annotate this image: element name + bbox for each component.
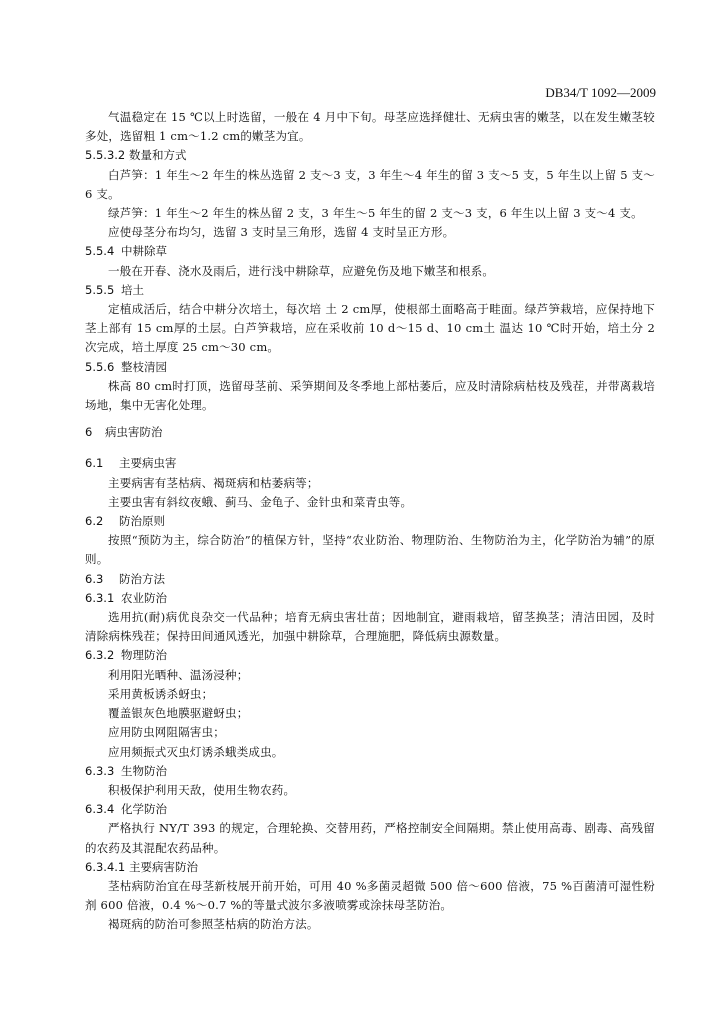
section-heading: [85, 358, 655, 377]
section-number: 5.5.3.2: [85, 148, 126, 163]
paragraph: 绿芦笋：1 年生～2 年生的株丛留 2 支，3 年生～5 年生的留 2 支～3 支，6 年生以上留 3 支～4 支。: [108, 206, 643, 221]
section-title: 主要病害防治: [129, 859, 198, 874]
section-title: 主要病虫害: [119, 456, 177, 471]
section-heading: [85, 589, 655, 608]
paragraph: 严格执行 NY/T 393 的规定，合理轮换、交替用药，严格控制安全间隔期。禁止使用高毒、剧毒、高残留的农药及其混配农药品种。: [85, 821, 655, 855]
section-number: 5.5.6: [85, 359, 115, 374]
document-standard-number: DB34/T 1092—2009: [545, 85, 656, 100]
section-number: 6.3.2: [85, 648, 115, 663]
paragraph: 褐斑病的防治可参照茎枯病的防治方法。: [108, 917, 319, 932]
paragraph: 茎枯病防治宜在母茎新枝展开前开始，可用 40 %多菌灵超微 500 倍～600 倍液，75 %百菌清可湿性粉剂 600 倍液，0.4 %～0.7 %的等量式波尔多液喷雾或涂抹母茎防治。: [85, 878, 655, 913]
paragraph: 应用防虫网阻隔害虫；: [108, 725, 225, 740]
section-title: 防治原则: [119, 514, 165, 529]
section-number: 5.5.5: [85, 282, 115, 297]
paragraph: 主要病害有茎枯病、褐斑病和枯萎病等；: [108, 475, 319, 490]
section-number: 6.3.3: [85, 763, 115, 778]
section-heading: [85, 646, 655, 665]
section-title: 物理防治: [121, 648, 167, 663]
section-heading: [85, 146, 655, 165]
section-number: 6.3: [85, 571, 104, 586]
section-number: 6.3.1: [85, 590, 115, 605]
paragraph: 白芦笋：1 年生～2 年生的株丛选留 2 支～3 支，3 年生～4 年生的留 3 支～5 支，5 年生以上留 5 支～6 支。: [85, 167, 655, 201]
section-title: 生物防治: [121, 763, 167, 778]
paragraph: 株高 80 cm时打顶，选留母茎前、采笋期间及冬季地上部枯萎后，应及时清除病枯枝及残茬，并带离栽培场地，集中无害化处理。: [85, 378, 655, 413]
chapter-heading: [85, 423, 655, 442]
paragraph: 应使母茎分布均匀，选留 3 支时呈三角形，选留 4 支时呈正方形。: [108, 225, 455, 240]
paragraph: 覆盖银灰色地膜驱避蚜虫；: [108, 706, 249, 721]
paragraph: 按照“预防为主，综合防治”的植保方针，坚持“农业防治、物理防治、生物防治为主，化学防治为辅”的原则。: [85, 533, 655, 567]
paragraph: 利用阳光晒种、温汤浸种；: [108, 667, 249, 682]
paragraph: 气温稳定在 15 ℃以上时选留，一般在 4 月中下旬。母茎应选择健壮、无病虫害的嫩茎，以在发生嫩茎较多处，选留粗 1 cm～1.2 cm的嫩茎为宜。: [85, 110, 655, 144]
section-number: 6.3.4.1: [85, 859, 126, 874]
section-title: 中耕除草: [121, 244, 167, 259]
document-body: [85, 108, 655, 935]
section-title: 数量和方式: [129, 148, 187, 163]
section-heading: [85, 800, 655, 819]
section-title: 防治方法: [119, 571, 165, 586]
section-heading: [85, 512, 655, 531]
section-heading: [85, 242, 655, 261]
section-number: 6.1: [85, 456, 104, 471]
paragraph: 定植成活后，结合中耕分次培土，每次培 土 2 cm厚，使根部土面略高于畦面。绿芦笋栽培，应保持地下茎上部有 15 cm厚的土层。白芦笋栽培，应在采收前 10 d～15 d、10 cm土 温达 10 ℃时开始，培土分 2 次完成，培土厚度 25 cm～30 cm。: [85, 302, 655, 355]
paragraph: 采用黄板诱杀蚜虫；: [108, 686, 214, 701]
section-title: 农业防治: [121, 590, 167, 605]
section-number: 6.3.4: [85, 802, 115, 817]
section-title: 培土: [121, 282, 144, 297]
section-heading: [85, 570, 655, 589]
section-heading: [85, 454, 655, 473]
section-number: 6: [85, 425, 93, 440]
section-title: 整枝清园: [121, 359, 167, 374]
paragraph: 主要虫害有斜纹夜蛾、蓟马、金龟子、金针虫和菜青虫等。: [108, 494, 413, 509]
paragraph: 选用抗(耐)病优良杂交一代品种；培育无病虫害壮苗；因地制宜，避雨栽培，留茎换茎；清洁田园，及时清除病株残茬；保持田间通风透光，加强中耕除草，合理施肥，降低病虫源数量。: [85, 610, 655, 644]
section-heading: [85, 762, 655, 781]
section-heading: [85, 281, 655, 300]
paragraph: 一般在开春、浇水及雨后，进行浅中耕除草，应避免伤及地下嫩茎和根系。: [108, 263, 495, 278]
section-title: 病虫害防治: [105, 425, 163, 440]
section-number: 5.5.4: [85, 244, 115, 259]
paragraph: 应用频振式灭虫灯诱杀蛾类成虫。: [108, 744, 284, 759]
section-title: 化学防治: [121, 802, 167, 817]
section-heading: [85, 858, 655, 877]
paragraph: 积极保护利用天敌，使用生物农药。: [108, 782, 296, 797]
section-number: 6.2: [85, 514, 104, 529]
